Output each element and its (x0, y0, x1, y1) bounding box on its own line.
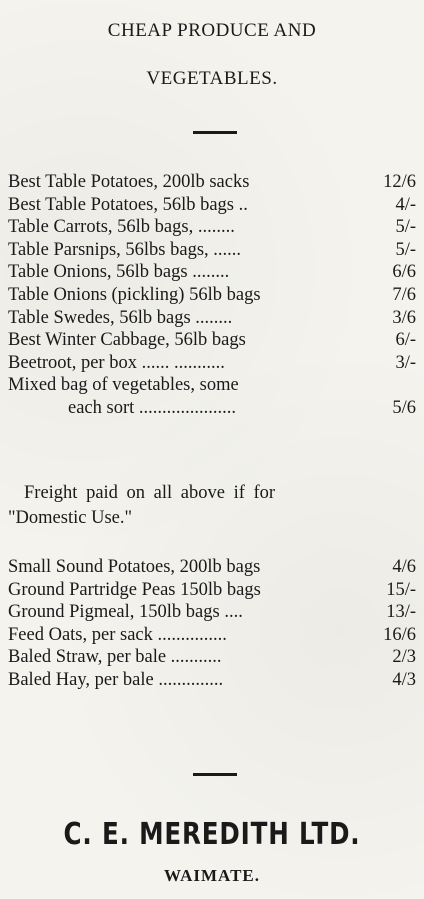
list-item (8, 601, 416, 624)
item-price: 7/6 (392, 284, 416, 305)
divider-bottom (193, 773, 237, 776)
list-item (8, 307, 416, 330)
list-item (8, 352, 416, 375)
list-item (8, 216, 416, 239)
list-item (8, 374, 416, 397)
list-item (8, 261, 416, 284)
item-description: Table Onions, 56lb bags ........ (8, 262, 230, 283)
item-description: Ground Pigmeal, 150lb bags .... (8, 602, 243, 623)
list-item (8, 284, 416, 307)
item-description: Table Onions (pickling) 56lb bags (8, 284, 261, 305)
item-description: Best Table Potatoes, 56lb bags .. (8, 194, 248, 215)
list-item (8, 239, 416, 262)
item-price: 3/- (395, 352, 416, 373)
item-price: 5/6 (392, 397, 416, 418)
list-item (8, 579, 416, 602)
item-description: Table Parsnips, 56lbs bags, ...... (8, 239, 242, 260)
divider-top (193, 131, 237, 134)
freight-note-line-2: "Domestic Use." (8, 508, 133, 528)
freight-note (8, 481, 416, 531)
item-price: 6/6 (392, 262, 416, 283)
item-description: Beetroot, per box ...... ........... (8, 352, 225, 373)
item-price: 4/- (395, 194, 416, 215)
item-price: 6/- (395, 330, 416, 351)
item-description: Feed Oats, per sack ............... (8, 624, 227, 645)
list-item (8, 624, 416, 647)
item-description: Baled Straw, per bale ........... (8, 647, 222, 668)
item-price: 5/- (395, 217, 416, 238)
freight-note-line-1: Freight paid on all above if for (24, 483, 276, 503)
item-description: Table Swedes, 56lb bags ........ (8, 307, 233, 328)
item-price: 5/- (395, 239, 416, 260)
list-item (8, 669, 416, 692)
heading-line-1: CHEAP PRODUCE AND (107, 20, 317, 41)
item-description: Baled Hay, per bale .............. (8, 669, 224, 690)
feed-list (8, 556, 416, 692)
list-item (8, 171, 416, 194)
list-item (8, 194, 416, 217)
item-price: 13/- (386, 602, 416, 623)
item-price: 2/3 (392, 647, 416, 668)
item-price: 4/6 (392, 557, 416, 577)
item-price: 16/6 (383, 624, 416, 645)
company-name: C. E. MEREDITH LTD. (63, 817, 361, 852)
item-description: Table Carrots, 56lb bags, ........ (8, 217, 235, 238)
list-item (8, 397, 416, 420)
produce-list (8, 171, 416, 420)
item-description: Mixed bag of vegetables, some (8, 375, 239, 396)
company-town: WAIMATE. (164, 866, 260, 885)
item-description: Best Winter Cabbage, 56lb bags (8, 330, 246, 351)
heading-line-2: VEGETABLES. (146, 68, 278, 89)
item-price: 3/6 (392, 307, 416, 328)
list-item (8, 556, 416, 579)
item-description: Ground Partridge Peas 150lb bags (8, 579, 261, 600)
item-description: Best Table Potatoes, 200lb sacks (8, 172, 250, 192)
list-item (8, 329, 416, 352)
item-price: 15/- (386, 579, 416, 600)
list-item (8, 646, 416, 669)
item-price: 4/3 (392, 669, 416, 690)
item-description: each sort ..................... (68, 397, 237, 418)
item-description: Small Sound Potatoes, 200lb bags (8, 557, 261, 577)
item-price: 12/6 (383, 172, 416, 192)
